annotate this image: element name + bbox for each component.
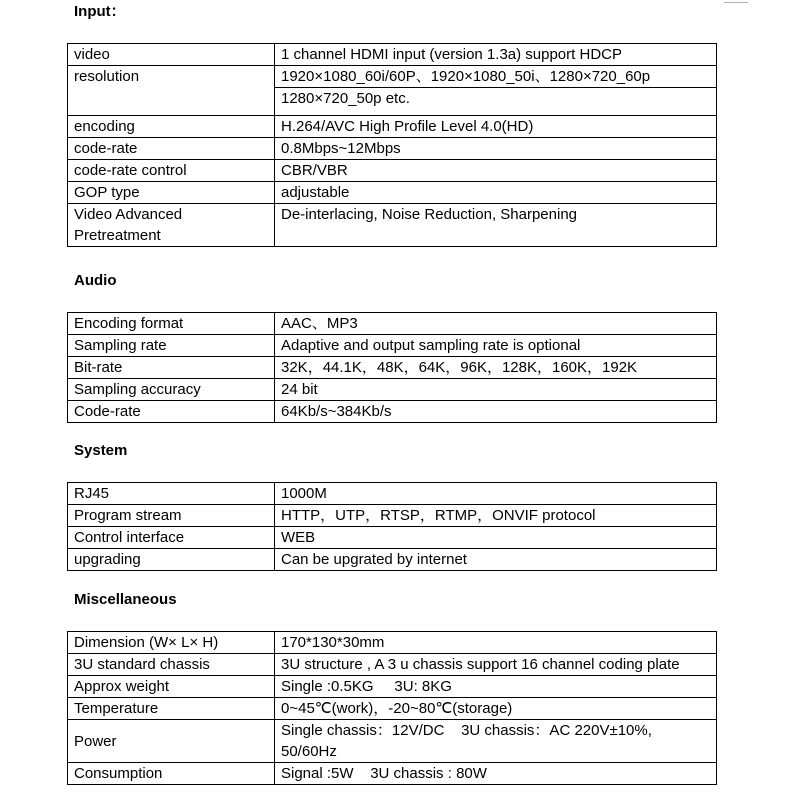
row-value: 0.8Mbps~12Mbps [275,138,717,160]
table-row [68,138,717,160]
table-row [68,313,717,335]
row-value: De-interlacing, Noise Reduction, Sharpening [275,204,717,247]
row-value-line: Single chassis：12V/DC 3U chassis：AC 220V±10%, [281,722,652,739]
row-label: encoding [68,116,275,138]
table-row [68,204,717,247]
table-row [68,763,717,785]
row-label: Control interface [68,527,275,549]
table-row [68,698,717,720]
row-label: video [68,44,275,66]
row-label: Code-rate [68,401,275,423]
row-label: code-rate [68,138,275,160]
table-row [68,335,717,357]
row-value: CBR/VBR [275,160,717,182]
corner-mark [724,0,748,3]
row-value: Signal :5W 3U chassis : 80W [275,763,717,785]
row-value: HTTP，UTP，RTSP，RTMP，ONVIF protocol [275,505,717,527]
table-row [68,44,717,66]
section-title-input: Input： [74,3,126,20]
input-spec-table [67,43,717,247]
row-label: Sampling accuracy [68,379,275,401]
row-value: 64Kb/s~384Kb/s [275,401,717,423]
row-label: RJ45 [68,483,275,505]
row-value: 24 bit [275,379,717,401]
row-label-line: Video Advanced [74,206,183,223]
row-label: GOP type [68,182,275,204]
row-label: code-rate control [68,160,275,182]
table-row [68,160,717,182]
row-value: Can be upgrated by internet [275,549,717,571]
row-value: 170*130*30mm [275,632,717,654]
row-value-continued: 1280×720_50p etc. [275,88,717,116]
table-row [68,632,717,654]
row-value: 32K，44.1K，48K，64K，96K，128K，160K，192K [275,357,717,379]
row-value [275,720,717,763]
row-label-line: Pretreatment [74,227,161,244]
row-value: adjustable [275,182,717,204]
table-row [68,505,717,527]
row-value: WEB [275,527,717,549]
section-title-miscellaneous: Miscellaneous [74,591,177,608]
row-label [68,204,275,247]
row-label: Sampling rate [68,335,275,357]
row-value: 1000M [275,483,717,505]
table-row [68,720,717,763]
row-label: Consumption [68,763,275,785]
row-label: Power [68,720,275,763]
table-row [68,116,717,138]
misc-spec-table [67,631,717,785]
section-title-system: System [74,442,128,459]
row-label: Encoding format [68,313,275,335]
row-value: Single :0.5KG 3U: 8KG [275,676,717,698]
row-label: 3U standard chassis [68,654,275,676]
table-row [68,654,717,676]
table-row [68,182,717,204]
row-label: upgrading [68,549,275,571]
system-spec-table [67,482,717,571]
table-row [68,357,717,379]
row-value: H.264/AVC High Profile Level 4.0(HD) [275,116,717,138]
section-title-audio: Audio [74,272,117,289]
row-label: Approx weight [68,676,275,698]
table-row [68,483,717,505]
table-row [68,676,717,698]
row-value: 3U structure , A 3 u chassis support 16 channel coding plate [275,654,717,676]
row-label: Bit-rate [68,357,275,379]
row-value: Adaptive and output sampling rate is optional [275,335,717,357]
row-label: Program stream [68,505,275,527]
row-value: 1 channel HDMI input (version 1.3a) support HDCP [275,44,717,66]
row-value: 0~45℃(work)，-20~80℃(storage) [275,698,717,720]
row-value: AAC、MP3 [275,313,717,335]
table-row [68,527,717,549]
table-row [68,401,717,423]
row-label: Dimension (W× L× H) [68,632,275,654]
table-row [68,379,717,401]
table-row [68,549,717,571]
row-value-line: 50/60Hz [281,743,337,760]
audio-spec-table [67,312,717,423]
row-label: resolution [68,66,275,116]
row-label: Temperature [68,698,275,720]
table-row [68,66,717,88]
row-value: 1920×1080_60i/60P、1920×1080_50i、1280×720_60p [275,66,717,88]
